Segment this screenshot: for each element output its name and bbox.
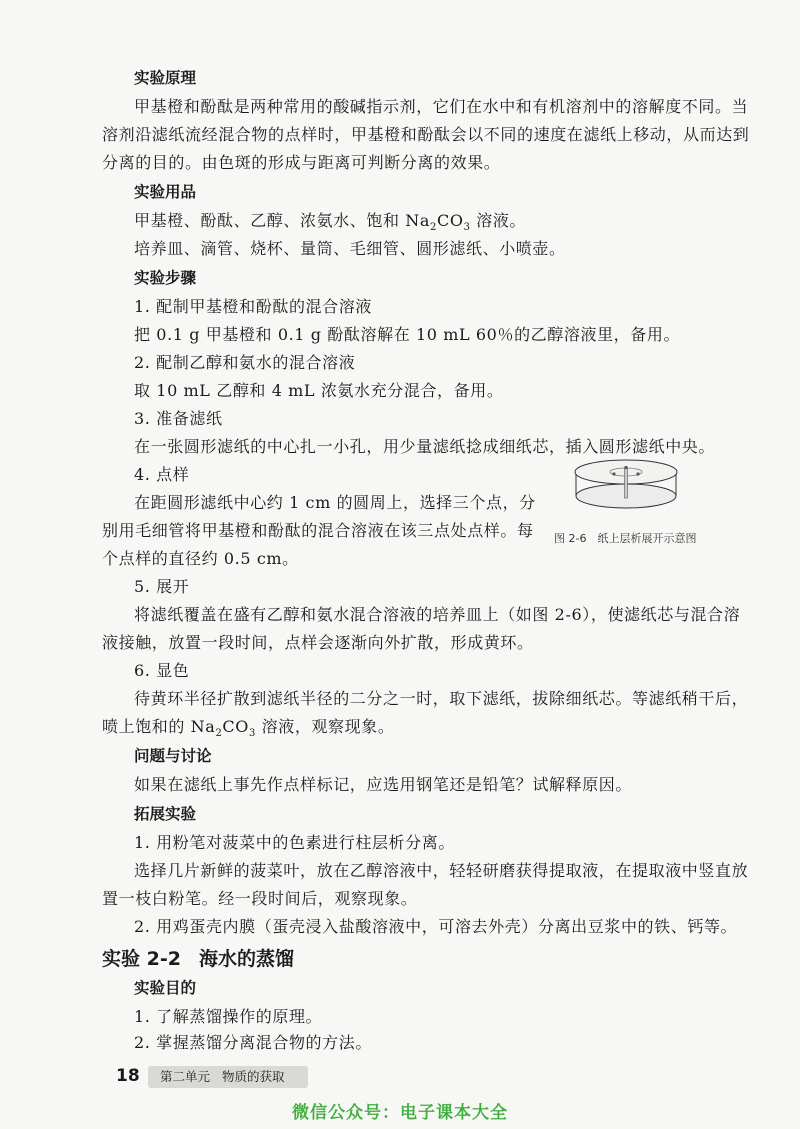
unit-label: 第二单元 物质的获取 (148, 1066, 308, 1088)
purpose-item-2: 2. 掌握蒸馏分离混合物的方法。 (134, 1033, 372, 1052)
step-4-line-3: 个点样的直径约 0.5 cm。 (102, 549, 299, 568)
step-1-title: 1. 配制甲基橙和酚酞的混合溶液 (134, 297, 372, 316)
extension-line-2: 选择几片新鲜的菠菜叶，放在乙醇溶液中，轻轻研磨获得提取液，在提取液中竖直放 (134, 861, 749, 880)
principle-line-3: 分离的目的。由色斑的形成与距离可判断分离的效果。 (102, 153, 501, 172)
sample-dot-2 (612, 472, 615, 475)
step-3-text: 在一张圆形滤纸的中心扎一小孔，用少量滤纸捻成细纸芯，插入圆形滤纸中央。 (134, 437, 716, 456)
steps-heading: 实验步骤 (134, 269, 197, 287)
materials-line-2: 培养皿、滴管、烧杯、量筒、毛细管、圆形滤纸、小喷壶。 (134, 239, 566, 258)
principle-line-2: 溶剂沿滤纸流经混合物的点样时，甲基橙和酚酞会以不同的速度在滤纸上移动，从而达到 (102, 125, 750, 144)
step-2-title: 2. 配制乙醇和氨水的混合溶液 (134, 353, 356, 372)
materials-line-1: 甲基橙、酚酞、乙醇、浓氨水、饱和 $Na_2CO_3$ 溶液。 (134, 211, 527, 234)
discussion-heading: 问题与讨论 (134, 747, 212, 765)
step-1-text: 把 0.1 g 甲基橙和 0.1 g 酚酞溶解在 10 mL 60％的乙醇溶液里，备用。 (134, 325, 681, 344)
purpose-item-1: 1. 了解蒸馏操作的原理。 (134, 1007, 323, 1026)
sample-dot-1 (624, 466, 627, 469)
sample-dot-3 (636, 472, 639, 475)
step-6-line-1: 待黄环半径扩散到滤纸半径的二分之一时，取下滤纸，拔除细纸芯。等滤纸稍干后， (134, 689, 749, 708)
step-4-title: 4. 点样 (134, 465, 190, 484)
extension-line-4: 2. 用鸡蛋壳内膜（蛋壳浸入盐酸溶液中，可溶去外壳）分离出豆浆中的铁、钙等。 (134, 917, 738, 936)
discussion-line-1: 如果在滤纸上事先作点样标记，应选用钢笔还是铅笔？试解释原因。 (134, 775, 633, 794)
step-5-title: 5. 展开 (134, 577, 190, 596)
step-3-title: 3. 准备滤纸 (134, 409, 223, 428)
page-number: 18 (116, 1066, 140, 1086)
extension-heading: 拓展实验 (134, 805, 197, 823)
extension-line-1: 1. 用粉笔对菠菜中的色素进行柱层析分离。 (134, 833, 455, 852)
principle-line-1: 甲基橙和酚酞是两种常用的酸碱指示剂，它们在水中和有机溶剂中的溶解度不同。当 (134, 97, 749, 116)
watermark-text: 微信公众号：电子课本大全 (292, 1103, 508, 1123)
figure-caption: 图 2-6 纸上层析展开示意图 (554, 532, 697, 545)
step-5-line-2: 液接触，放置一段时间，点样会逐渐向外扩散，形成黄环。 (102, 633, 534, 652)
step-4-line-1: 在距圆形滤纸中心约 1 cm 的圆周上，选择三个点，分 (134, 493, 536, 512)
principle-heading: 实验原理 (134, 69, 197, 87)
step-4-line-2: 别用毛细管将甲基橙和酚酞的混合溶液在该三点处点样。每 (102, 521, 534, 540)
materials-heading: 实验用品 (134, 183, 197, 201)
paper-wick (625, 468, 628, 498)
step-2-text: 取 10 mL 乙醇和 4 mL 浓氨水充分混合，备用。 (134, 381, 504, 400)
step-6-line-2: 喷上饱和的 $Na_2CO_3$ 溶液，观察现象。 (102, 717, 395, 740)
step-5-line-1: 将滤纸覆盖在盛有乙醇和氨水混合溶液的培养皿上（如图 2-6），使滤纸芯与混合溶 (134, 605, 741, 624)
extension-line-3: 置一枝白粉笔。经一段时间后，观察现象。 (102, 889, 418, 908)
petri-dish-figure (568, 452, 684, 514)
experiment-2-2-title: 实验 2-2 海水的蒸馏 (102, 948, 294, 970)
step-6-title: 6. 显色 (134, 661, 190, 680)
purpose-heading: 实验目的 (134, 979, 197, 997)
